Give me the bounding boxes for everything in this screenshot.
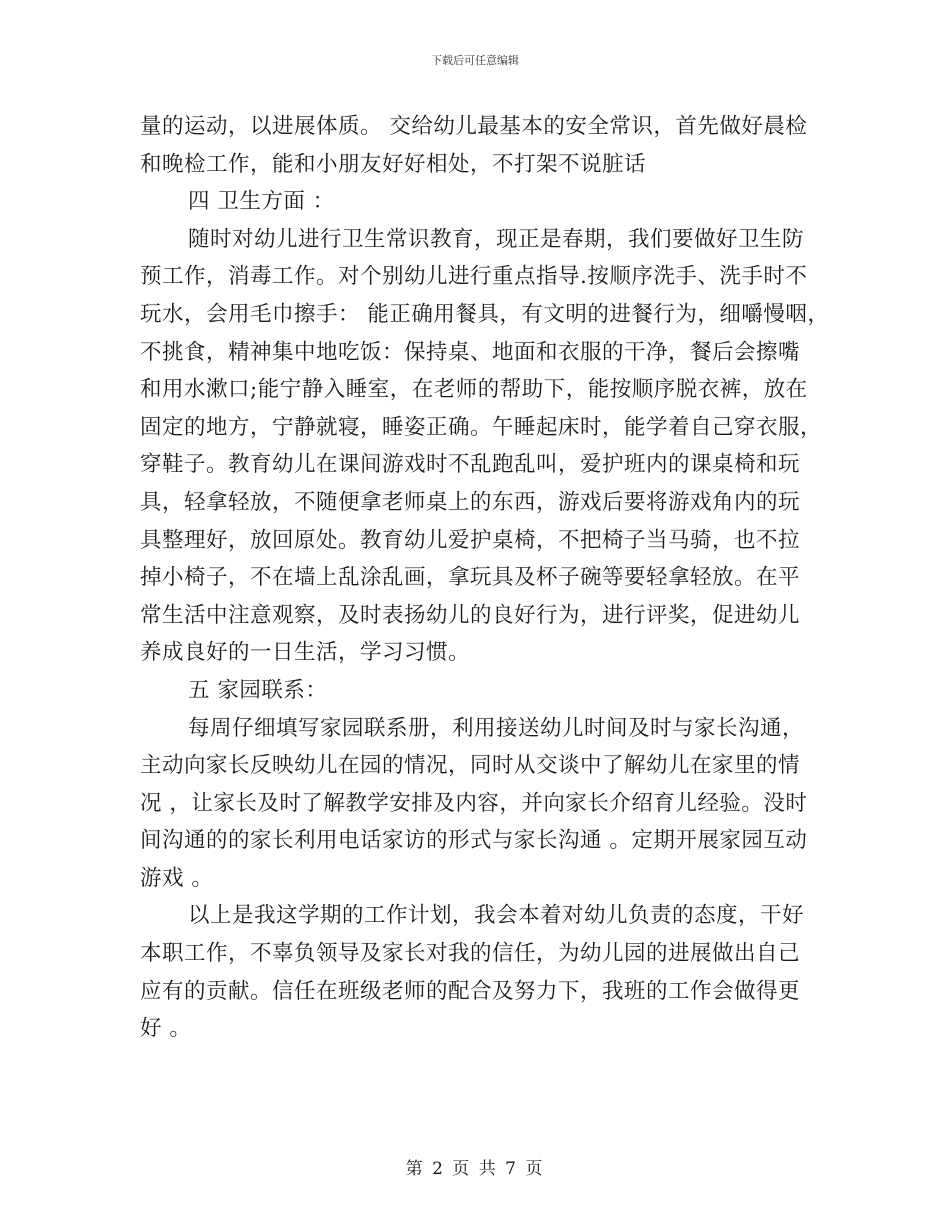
page-header: 下载后可任意编辑 xyxy=(431,54,519,67)
body-line-25: 好 。 xyxy=(140,1016,192,1042)
body-line-22: 以上是我这学期的工作计划，我会本着对幼儿负责的态度，干好 xyxy=(188,903,805,929)
body-line-19: 况 ，让家长及时了解教学安排及内容，并向家长介绍育儿经验。没时 xyxy=(140,790,808,816)
body-line-5: 预工作，消毒工作。对个别幼儿进行重点指导.按顺序洗手、洗手时不 xyxy=(140,264,808,290)
body-line-14: 常生活中注意观察，及时表扬幼儿的良好行为，进行评奖，促进幼儿 xyxy=(140,602,801,628)
body-line-12: 具整理好，放回原处。教育幼儿爱护桌椅，不把椅子当马骑，也不拉 xyxy=(140,527,801,553)
body-line-21: 游戏 。 xyxy=(140,865,214,891)
body-line-15: 养成良好的一日生活，学习习惯。 xyxy=(140,640,471,666)
body-line-8: 和用水漱口;能宁静入睡室，在老师的帮助下，能按顺序脱衣裤，放在 xyxy=(140,377,808,403)
body-line-9: 固定的地方，宁静就寝，睡姿正确。午睡起床时，能学着自己穿衣服， xyxy=(140,414,823,440)
body-line-6: 玩水，会用毛巾擦手： 能正确用餐具，有文明的进餐行为，细嚼慢咽， xyxy=(140,301,830,327)
body-line-17: 每周仔细填写家园联系册，利用接送幼儿时间及时与家长沟通， xyxy=(188,715,805,741)
section-heading-hygiene: 四 卫生方面 ： xyxy=(188,189,335,215)
page-number: 第 2 页 共 7 页 xyxy=(405,1159,545,1179)
section-heading-home-school: 五 家园联系： xyxy=(188,677,328,703)
body-line-20: 间沟通的的家长利用电话家访的形式与家长沟通 。定期开展家园互动 xyxy=(140,828,808,854)
body-line-11: 具，轻拿轻放，不随便拿老师桌上的东西，游戏后要将游戏角内的玩 xyxy=(140,489,801,515)
body-line-24: 应有的贡献。信任在班级老师的配合及努力下，我班的工作会做得更 xyxy=(140,978,801,1004)
body-line-10: 穿鞋子。教育幼儿在课间游戏时不乱跑乱叫，爱护班内的课桌椅和玩 xyxy=(140,452,801,478)
body-line-1: 量的运动，以进展体质。 交给幼儿最基本的安全常识，首先做好晨检 xyxy=(140,114,808,139)
body-line-23: 本职工作，不辜负领导及家长对我的信任，为幼儿园的进展做出自己 xyxy=(140,941,801,967)
body-line-13: 掉小椅子，不在墙上乱涂乱画，拿玩具及杯子碗等要轻拿轻放。在平 xyxy=(140,565,801,591)
body-line-4: 随时对幼儿进行卫生常识教育，现正是春期，我们要做好卫生防 xyxy=(188,226,805,252)
body-line-2: 和晚检工作，能和小朋友好好相处，不打架不说脏话 xyxy=(140,151,647,177)
document-body xyxy=(140,108,830,1048)
body-line-18: 主动向家长反映幼儿在园的情况，同时从交谈中了解幼儿在家里的情 xyxy=(140,753,801,779)
body-line-7: 不挑食，精神集中地吃饭：保持桌、地面和衣服的干净，餐后会擦嘴 xyxy=(140,339,801,365)
